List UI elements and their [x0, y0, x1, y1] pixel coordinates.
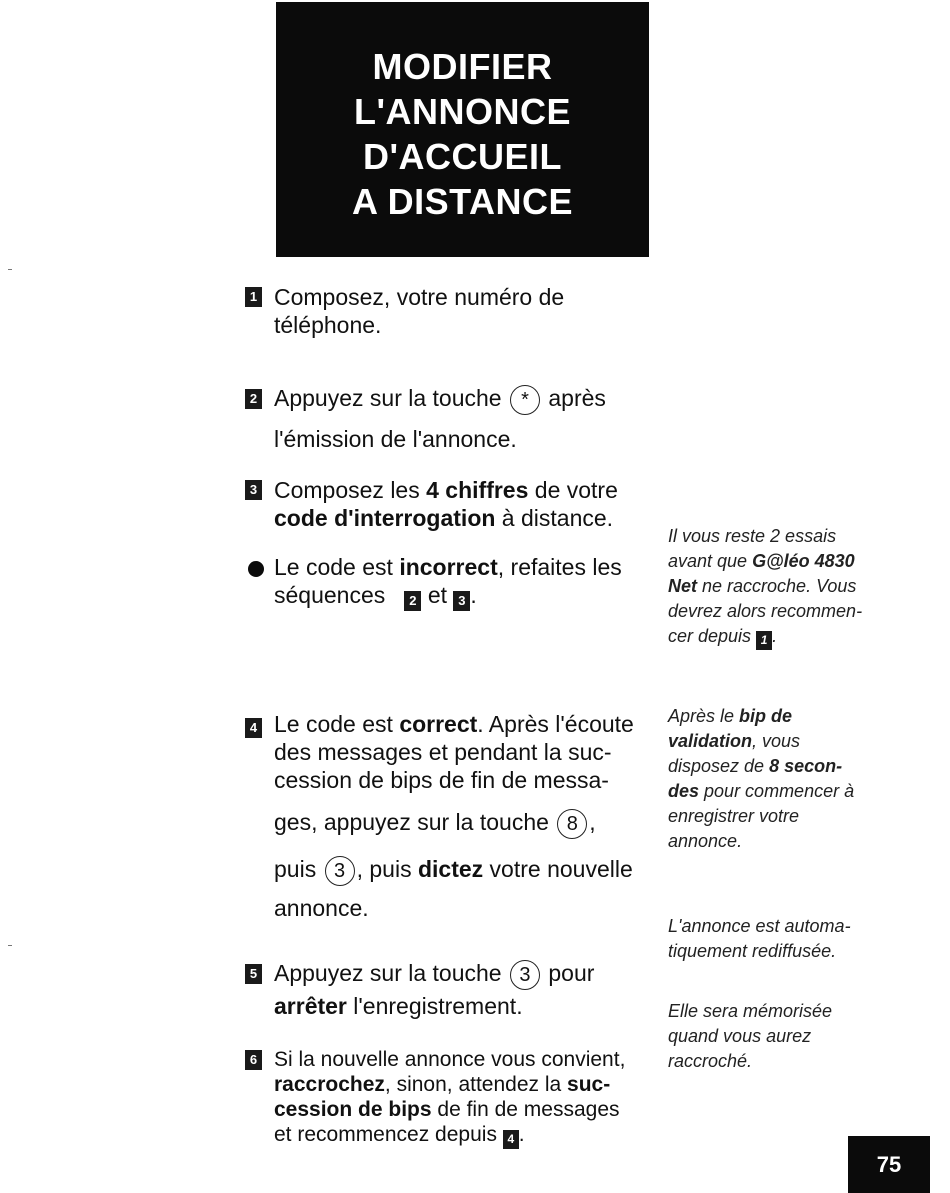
note-2-text-b: , vous: [752, 731, 801, 751]
step-3-bold-b: code d'interrogation: [274, 505, 496, 531]
title-line-2: L'ANNONCE: [353, 90, 572, 132]
step-1-line-2: téléphone.: [274, 312, 382, 338]
note-1-text-a: avant que: [668, 551, 753, 571]
step-6-text-c: de fin de messages: [431, 1098, 620, 1121]
step-5-bold: arrêter: [274, 992, 347, 1019]
step-2-text-a: Appuyez sur la touche: [274, 385, 502, 411]
step-4-text-a: Le code est: [274, 711, 400, 737]
step-2-line-2: l'émission de l'annonce.: [274, 425, 517, 452]
note-2-bold-d: des: [668, 781, 700, 801]
step-3-text-a: Composez les: [274, 477, 427, 503]
step-3-bold-a: 4 chiffres: [426, 477, 529, 503]
note-1-text-d: .: [772, 626, 778, 646]
note-1-bold-b: Net: [668, 576, 698, 596]
star-key-icon: *: [510, 385, 540, 415]
bullet-text-c: séquences: [274, 582, 386, 608]
note-3-line-1: L'annonce est automa-: [668, 916, 851, 936]
step-3-text-b: de votre: [528, 477, 618, 503]
key-3-icon: 3: [325, 856, 355, 886]
step-ref-1: 1: [756, 631, 772, 650]
title-line-3: D'ACCUEIL: [362, 135, 563, 177]
key-3-stop-icon: 3: [510, 960, 540, 990]
note-2-line-6: annonce.: [668, 831, 743, 851]
step-5-text-b: pour: [548, 960, 595, 986]
note-1-text-b: ne raccroche. Vous: [697, 576, 857, 596]
note-1-text-c: cer depuis: [668, 626, 752, 646]
step-6-bold-c: cession de bips: [274, 1098, 432, 1121]
side-note-replay: [668, 914, 851, 964]
step-ref-4: 4: [503, 1130, 519, 1149]
step-4-line-6: annonce.: [274, 894, 369, 921]
page-number: 75: [848, 1136, 930, 1193]
note-2-line-5: enregistrer votre: [668, 806, 800, 826]
note-2-text-a: Après le: [668, 706, 740, 726]
step-ref-3: 3: [453, 591, 470, 611]
step-5-text-a: Appuyez sur la touche: [274, 960, 502, 986]
step-1-line-1: Composez, votre numéro de: [274, 284, 565, 310]
note-4-line-3: raccroché.: [668, 1051, 753, 1071]
step-4-text-b: . Après l'écoute: [477, 711, 634, 737]
step-ref-2: 2: [404, 591, 421, 611]
note-2-text-c: disposez de: [668, 756, 770, 776]
bullet-text-d: et: [427, 582, 447, 608]
note-4-line-2: quand vous aurez: [668, 1026, 812, 1046]
title-line-4: A DISTANCE: [352, 180, 573, 222]
note-2-text-d: pour commencer à: [699, 781, 855, 801]
step-4-text-c: ges, appuyez sur la touche: [274, 809, 549, 835]
step-3-text-c: à distance.: [495, 505, 614, 531]
note-2-bold-a: bip de: [739, 706, 793, 726]
bullet-dot-icon: [248, 561, 264, 577]
step-number-2: 2: [245, 389, 262, 409]
step-4-text-f: , puis: [356, 855, 418, 882]
step-4-bold-b: dictez: [417, 855, 484, 882]
note-2-bold-c: 8 secon-: [769, 756, 843, 776]
note-3-line-2: tiquement rediffusée.: [668, 941, 837, 961]
key-8-icon: 8: [557, 809, 587, 839]
step-number-5: 5: [245, 964, 262, 984]
step-6-text-e: .: [518, 1123, 525, 1146]
step-6-text-b: , sinon, attendez la: [384, 1073, 568, 1096]
note-1-line-4: devrez alors recommen-: [668, 601, 863, 621]
step-number-4: 4: [245, 718, 262, 738]
note-1-line-1: Il vous reste 2 essais: [668, 526, 837, 546]
step-6-bold-b: suc-: [567, 1073, 611, 1096]
bullet-text-e: .: [470, 582, 477, 608]
step-4-text-d: ,: [589, 809, 596, 835]
step-2-text-b: après: [548, 385, 606, 411]
scan-edge-mark-bottom: [8, 945, 12, 946]
bullet-text-b: , refaites les: [497, 554, 622, 580]
step-4-line-3: cession de bips de fin de messa-: [274, 767, 609, 793]
note-2-bold-b: validation: [668, 731, 753, 751]
title-line-1: MODIFIER: [372, 45, 553, 87]
step-4-bold-a: correct: [399, 711, 478, 737]
step-6-line-1: Si la nouvelle annonce vous convient,: [274, 1048, 626, 1071]
side-note-retries: [668, 524, 862, 650]
bullet-text-a: Le code est: [274, 554, 400, 580]
bullet-bold: incorrect: [399, 554, 498, 580]
note-1-bold-a: G@léo 4830: [752, 551, 855, 571]
side-note-validation: [668, 704, 854, 854]
side-note-memorized: [668, 999, 832, 1074]
step-4-text-e: puis: [274, 855, 317, 882]
step-number-6: 6: [245, 1050, 262, 1070]
step-number-1: 1: [245, 287, 262, 307]
step-6-text-d: et recommencez depuis: [274, 1123, 497, 1146]
title-block: [276, 2, 649, 257]
note-4-line-1: Elle sera mémorisée: [668, 1001, 833, 1021]
step-4-line-2: des messages et pendant la suc-: [274, 739, 612, 765]
scan-edge-mark-top: [8, 269, 12, 270]
step-number-3: 3: [245, 480, 262, 500]
step-5-text-c: l'enregistrement.: [346, 992, 523, 1019]
step-4-text-g: votre nouvelle: [483, 855, 633, 882]
step-6-bold-a: raccrochez: [274, 1073, 385, 1096]
